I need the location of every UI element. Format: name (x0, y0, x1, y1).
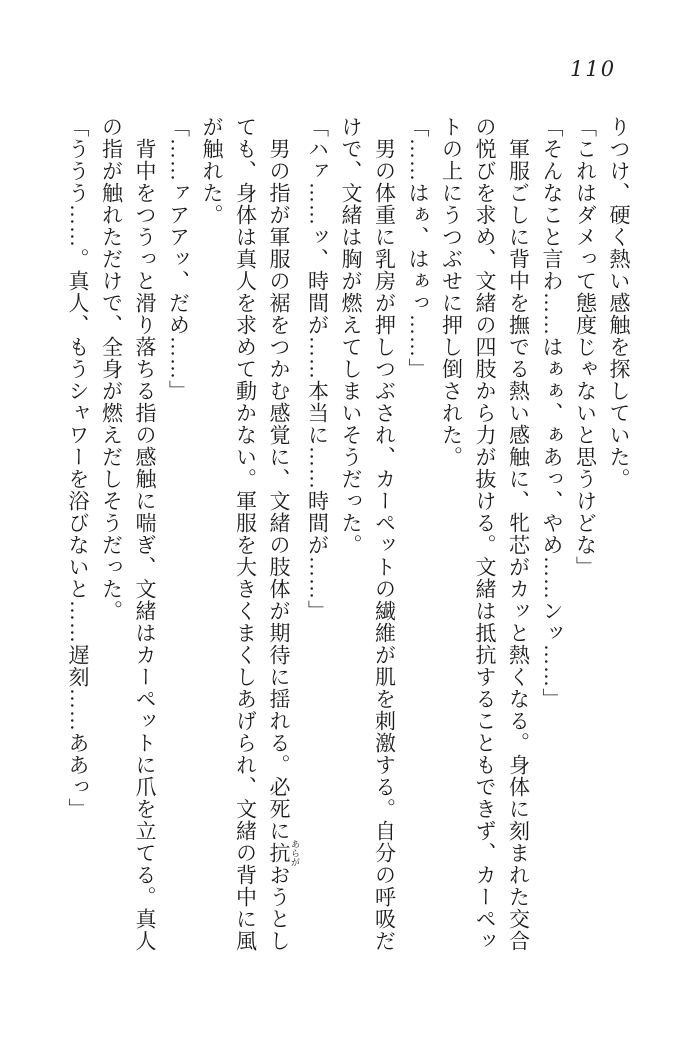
text-line: トの上にうつぶせに押し倒された。 (439, 116, 464, 468)
text-line: 男の体重に乳房が押しつぶされ、カーペットの繊維が肌を刺激する。自分の呼吸だ (372, 138, 397, 952)
text-line: が触れた。 (200, 116, 224, 226)
text-line: 軍服ごしに背中を撫でる熱い感触に、牝芯がカッと熱くなる。身体に刻まれた交合 (506, 138, 531, 952)
text-line: 背中をつうっと滑り落ちる指の感触に喘ぎ、文緒はカーペットに爪を立てる。真人 (133, 138, 157, 952)
text-line: けで、文緒は胸が燃えてしまいそうだった。 (339, 116, 363, 556)
page-text (61, 116, 636, 952)
text-line: りつけ、硬く熱い感触を探していた。 (607, 116, 631, 490)
text-line: 「これはダメって態度じゃないと思うけどな」 (573, 116, 598, 578)
text-line: の悦びを求め、文緒の四肢から力が抜ける。文緒は抵抗することもできず、カーペッ (473, 116, 497, 952)
ruby-annotated-text: 抗 あらが (267, 839, 300, 867)
text-line: 「そんなこと言わ……はぁぁ、ぁあっ、やめ……ンッ……」 (540, 116, 564, 710)
text-line: 「……はぁ、はぁっ……」 (406, 116, 430, 380)
text-line: 「ううう……。真人、もうシャワーを浴びないと……遅刻……ああっ」 (66, 116, 90, 820)
text-line: の指が触れただけで、全身が燃えだしそうだった。 (99, 116, 124, 622)
page-number: 110 (570, 57, 617, 81)
text-line: ても、身体は真人を求めて動かない。軍服を大きくまくしあげられ、文緒の背中に風 (233, 116, 258, 952)
text-line: 「ハァ……ッ、時間が……本当に……時間が……」 (305, 116, 330, 622)
text-line: 「……ァアアッ、だめ……」 (166, 116, 191, 402)
text-line: 男の指が軍服の裾をつかむ感覚に、文緒の肢体が期待に揺れる。必死に抗 あらがおうとし (267, 138, 300, 952)
furigana: あらが (290, 839, 300, 867)
